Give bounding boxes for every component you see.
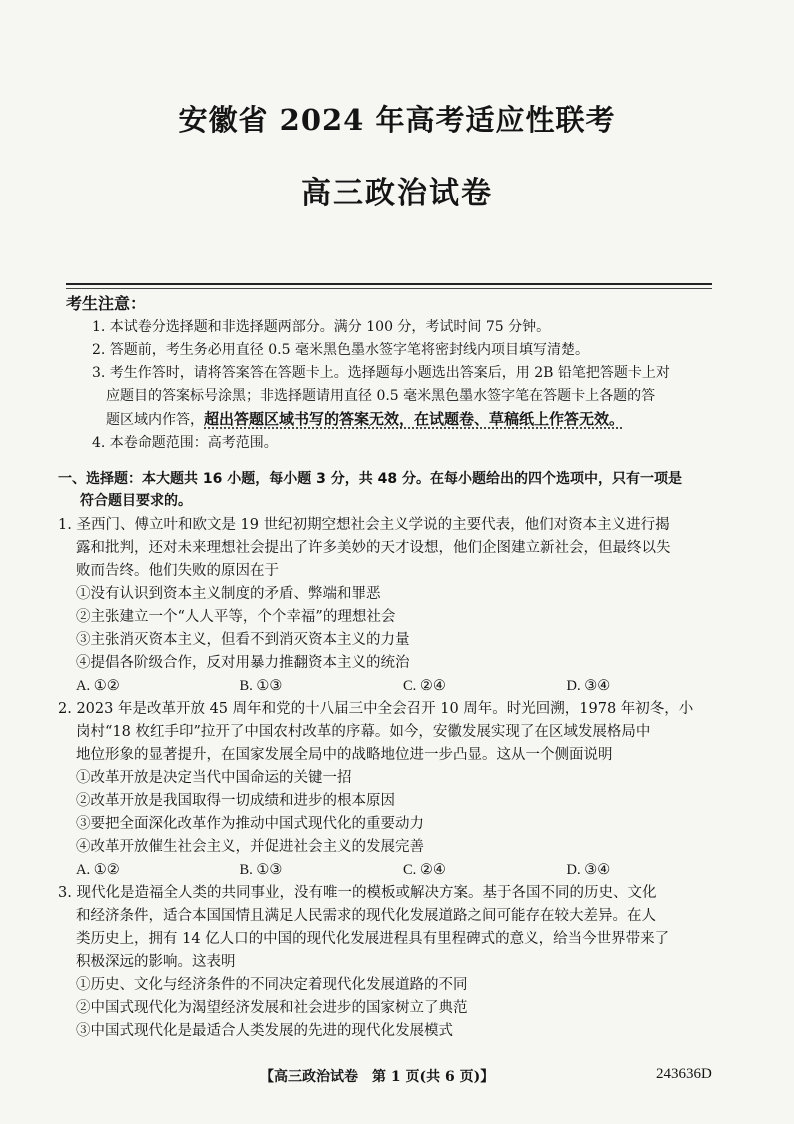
question-3-stem-line-1: 3. 现代化是造福全人类的共同事业，没有唯一的模板或解决方案。基于各国不同的历史、文化 (58, 885, 657, 901)
header-rule-thin (66, 288, 712, 289)
notice-item-3 (92, 362, 726, 432)
question-2-statement-1: ①改革开放是决定当代中国命运的关键一招 (76, 770, 352, 786)
question-2-choice-b: B. ①③ (239, 862, 283, 878)
question-1-stem (58, 514, 730, 583)
candidate-notice (66, 291, 726, 455)
question-1-choice-a: A. ①② (76, 678, 120, 694)
question-2-statement-4: ④改革开放催生社会主义，并促进社会主义的发展完善 (76, 839, 424, 855)
footer-paper-code: 243636D (656, 1066, 712, 1082)
question-1-stem-line-3: 败而告终。他们失败的原因在于 (76, 563, 279, 579)
notice-item-3-line-3 (106, 408, 726, 432)
question-1-statement-2: ②主张建立一个“人人平等，个个幸福”的理想社会 (76, 609, 396, 625)
header-rule-thick (66, 283, 712, 285)
question-3-stem (58, 882, 730, 974)
questions (58, 514, 730, 1043)
question-1 (58, 514, 730, 698)
notice-item-3-line-2: 应题目的答案标号涂黑；非选择题请用直径 0.5 毫米黑色墨水签字笔在答题卡上各题的答 (106, 388, 656, 404)
question-2-statement-2: ②改革开放是我国取得一切成绩和进步的根本原因 (76, 793, 395, 809)
question-1-choice-d: D. ③④ (566, 678, 611, 694)
question-2-stem-line-3: 地位形象的显著提升，在国家发展全局中的战略地位进一步凸显。这从一个侧面说明 (76, 747, 613, 763)
notice-heading: 考生注意： (66, 294, 147, 313)
question-2-choice-d: D. ③④ (566, 862, 611, 878)
exam-title: 安徽省 2024 年高考适应性联考 (178, 103, 616, 137)
question-2-choice-a: A. ①② (76, 862, 120, 878)
question-1-statement-1: ①没有认识到资本主义制度的矛盾、弊端和罪恶 (76, 586, 381, 602)
question-1-choice-c: C. ②④ (403, 678, 446, 694)
notice-item-2: 2. 答题前，考生务必用直径 0.5 毫米黑色墨水签字笔将密封线内项目填写清楚。 (92, 342, 589, 358)
question-3-statement-2: ②中国式现代化为渴望经济发展和社会进步的国家树立了典范 (76, 1000, 468, 1016)
question-1-statement-4: ④提倡各阶级合作，反对用暴力推翻资本主义的统治 (76, 655, 410, 671)
section-1-heading-line-1: 一、选择题：本大题共 16 小题，每小题 3 分，共 48 分。在每小题给出的四个选项中，只有一项是 (58, 471, 682, 487)
notice-item-4: 4. 本卷命题范围：高考范围。 (92, 435, 278, 451)
question-2-stem-line-2: 岗村“18 枚红手印”拉开了中国农村改革的序幕。如今，安徽发展实现了在区域发展格局中 (76, 724, 651, 740)
question-2-stem-line-1: 2. 2023 年是改革开放 45 周年和党的十八届三中全会召开 10 周年。时光回溯，1978 年初冬，小 (58, 701, 694, 717)
question-2-choice-c: C. ②④ (403, 862, 446, 878)
question-2-stem (58, 698, 730, 767)
notice-item-1: 1. 本试卷分选择题和非选择题两部分。满分 100 分，考试时间 75 分钟。 (92, 319, 551, 335)
question-1-stem-line-2: 露和批判，还对未来理想社会提出了许多美妙的天才设想，他们企图建立新社会，但最终以失 (76, 540, 671, 556)
question-3-statement-1: ①历史、文化与经济条件的不同决定着现代化发展道路的不同 (76, 977, 468, 993)
question-2 (58, 698, 730, 882)
exam-subtitle: 高三政治试卷 (301, 176, 493, 211)
question-1-choice-b: B. ①③ (239, 678, 283, 694)
notice-item-3-line-1: 3. 考生作答时，请将答案答在答题卡上。选择题每小题选出答案后，用 2B 铅笔把答题卡上对 (92, 365, 670, 381)
notice-item-3-line-3-start: 题区域内作答， (106, 412, 204, 428)
question-3-statement-3: ③中国式现代化是最适合人类发展的先进的现代化发展模式 (76, 1023, 453, 1039)
question-1-statement-3: ③主张消灭资本主义，但看不到消灭资本主义的力量 (76, 632, 410, 648)
footer-page-label: 【高三政治试卷 第 1 页(共 6 页)】 (260, 1069, 495, 1085)
question-3-stem-line-2: 和经济条件，适合本国国情且满足人民需求的现代化发展道路之间可能存在较大差异。在人 (76, 908, 656, 924)
section-1-heading (58, 468, 728, 512)
section-1-heading-line-2: 符合题目要求的。 (80, 493, 192, 509)
question-3-stem-line-4: 积极深远的影响。这表明 (76, 954, 236, 970)
question-3 (58, 882, 730, 1043)
question-3-stem-line-3: 类历史上，拥有 14 亿人口的中国的现代化发展进程具有里程碑式的意义，给当今世界带来了 (76, 931, 670, 947)
notice-emphasis: 超出答题区域书写的答案无效，在试题卷、草稿纸上作答无效。 (204, 410, 625, 428)
question-1-stem-line-1: 1. 圣西门、傅立叶和欧文是 19 世纪初期空想社会主义学说的主要代表，他们对资本主义进行揭 (58, 517, 670, 533)
question-1-choices (76, 675, 730, 698)
question-2-statement-3: ③要把全面深化改革作为推动中国式现代化的重要动力 (76, 816, 424, 832)
question-2-choices (76, 859, 730, 882)
